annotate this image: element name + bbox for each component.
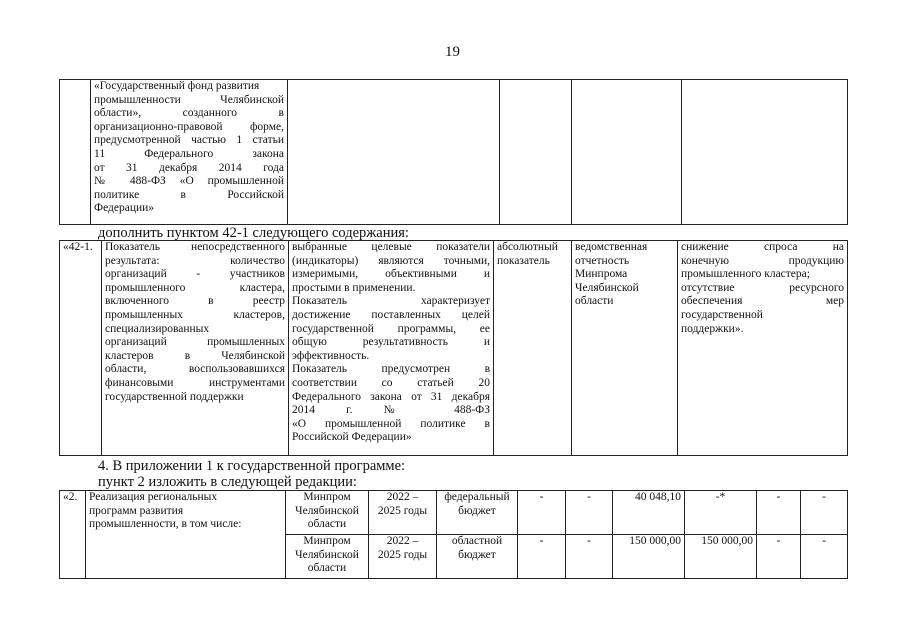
text-line: от 31 декабря 2014 года xyxy=(94,161,284,174)
text-line: федеральный xyxy=(444,491,510,503)
text-line: промышленного кластера, xyxy=(105,281,285,294)
table-financing xyxy=(59,490,848,579)
text-line: кластеров в Челябинской xyxy=(105,349,285,362)
value-cell: - xyxy=(801,535,848,579)
text-line: Федерального закона от 31 декабря xyxy=(292,390,490,403)
value-cell: 150 000,00 xyxy=(613,535,685,579)
indicator-cell xyxy=(102,241,289,456)
text-line: Показатель характеризует xyxy=(292,295,490,308)
num-cell xyxy=(60,491,86,579)
empty-cell xyxy=(572,80,682,225)
text-line: 11 Федерального закона xyxy=(94,147,284,160)
text-line: предусмотренной частью 1 статьи xyxy=(94,134,284,147)
value-cell: - xyxy=(518,535,566,579)
text-line: показатель xyxy=(497,254,550,267)
value-cell: - xyxy=(566,491,613,535)
text-line: отчетность xyxy=(575,254,630,267)
text-line: Реализация региональных xyxy=(89,491,218,503)
item-number: «2. xyxy=(63,491,78,503)
source-cell xyxy=(437,535,518,579)
text-line: измеримыми, объективными и xyxy=(292,268,490,281)
text-line: программ развития xyxy=(89,504,184,517)
text-line: Минпром xyxy=(303,535,351,547)
paragraph-add-item: дополнить пунктом 42-1 следующего содержания: xyxy=(98,225,409,241)
text-line: организаций промышленных xyxy=(105,336,285,349)
executor-cell xyxy=(286,535,369,579)
text-line: промышленного кластера; xyxy=(681,268,810,281)
text-line: соответствии со статьей 20 xyxy=(292,376,490,389)
text-line: промышленных кластеров, xyxy=(105,308,285,321)
text-line: политике в Российской xyxy=(94,188,284,201)
justification-cell xyxy=(289,241,494,456)
text-line: финансовыми инструментами xyxy=(105,376,285,389)
text-line: «Государственный фонд развития xyxy=(94,80,260,92)
text-line: результата: количество xyxy=(105,254,285,267)
text-line: отсутствие ресурсного xyxy=(681,281,844,294)
text-line: государственной xyxy=(681,308,763,321)
value-cell: -* xyxy=(685,491,757,535)
description-cell xyxy=(91,80,288,225)
text-line: простыми в применении. xyxy=(292,281,416,294)
text-line: Челябинской xyxy=(575,281,639,294)
table-indicator xyxy=(59,240,848,456)
text-line: промышленности, в том числе: xyxy=(89,518,242,531)
text-line: «О промышленной политике в xyxy=(292,417,490,430)
value-cell: - xyxy=(757,491,801,535)
text-line: области xyxy=(307,518,347,531)
type-cell xyxy=(494,241,572,456)
executor-cell xyxy=(286,491,369,535)
text-line: 2025 годы xyxy=(377,548,428,561)
text-line: областной xyxy=(451,535,503,547)
num-cell xyxy=(60,241,102,456)
text-line: области», созданного в xyxy=(94,107,284,120)
risk-cell xyxy=(678,241,848,456)
value-cell: - xyxy=(757,535,801,579)
text-line: эффективность. xyxy=(292,349,370,362)
text-line: конечную продукцию xyxy=(681,254,844,267)
empty-cell xyxy=(682,80,848,225)
text-line: № 488-ФЗ «О промышленной xyxy=(94,175,284,188)
text-line: государственной программы, ее xyxy=(292,322,490,335)
text-line: специализированных xyxy=(105,322,210,335)
text-line: Челябинской xyxy=(295,504,359,517)
text-line: общую результативность и xyxy=(292,336,490,349)
text-line: снижение спроса на xyxy=(681,241,844,253)
text-line: (индикаторы) являются точными, xyxy=(292,254,490,267)
text-line: области xyxy=(307,562,347,575)
text-line: организационно-правовой форме, xyxy=(94,120,284,133)
item-number: «42-1. xyxy=(63,241,93,253)
page-number: 19 xyxy=(445,44,460,60)
text-line: выбранные целевые показатели xyxy=(292,241,490,253)
text-line: Показатель непосредственного xyxy=(105,241,285,253)
text-line: государственной поддержки xyxy=(105,390,244,403)
text-line: Федерации» xyxy=(94,202,155,215)
text-line: достижение поставленных целей xyxy=(292,308,490,321)
text-line: ведомственная xyxy=(575,241,648,253)
text-line: промышленности Челябинской xyxy=(94,93,284,106)
empty-cell xyxy=(288,80,500,225)
text-line: 2022 – xyxy=(386,535,419,547)
text-line: Показатель предусмотрен в xyxy=(292,363,490,376)
paragraph-item2: пункт 2 изложить в следующей редакции: xyxy=(98,474,357,490)
text-line: Российской Федерации» xyxy=(292,431,412,444)
source-cell xyxy=(572,241,678,456)
source-cell xyxy=(437,491,518,535)
period-cell xyxy=(369,535,437,579)
text-line: абсолютный xyxy=(497,241,558,253)
value-cell: - xyxy=(801,491,848,535)
period-cell xyxy=(369,491,437,535)
text-line: Минпрома xyxy=(575,268,628,281)
empty-cell xyxy=(500,80,572,225)
title-cell xyxy=(86,491,286,579)
text-line: обеспечения мер xyxy=(681,295,844,308)
num-cell xyxy=(60,80,91,225)
text-line: поддержки». xyxy=(681,322,744,335)
text-line: 2025 годы xyxy=(377,504,428,517)
text-line: области xyxy=(575,295,614,308)
value-cell: - xyxy=(518,491,566,535)
text-line: бюджет xyxy=(458,548,496,561)
text-line: Челябинской xyxy=(295,548,359,561)
text-line: области, воспользовавшихся xyxy=(105,363,285,376)
paragraph-appendix: 4. В приложении 1 к государственной программе: xyxy=(98,458,406,474)
value-cell: 150 000,00 xyxy=(685,535,757,579)
text-line: 2014 г. № 488-ФЗ xyxy=(292,404,490,417)
value-cell: 40 048,10 xyxy=(613,491,685,535)
text-line: 2022 – xyxy=(386,491,419,503)
text-line: Минпром xyxy=(303,491,351,503)
value-cell: - xyxy=(566,535,613,579)
table-continuation xyxy=(59,79,848,225)
text-line: организаций - участников xyxy=(105,268,285,281)
text-line: включенного в реестр xyxy=(105,295,285,308)
text-line: бюджет xyxy=(458,504,496,517)
